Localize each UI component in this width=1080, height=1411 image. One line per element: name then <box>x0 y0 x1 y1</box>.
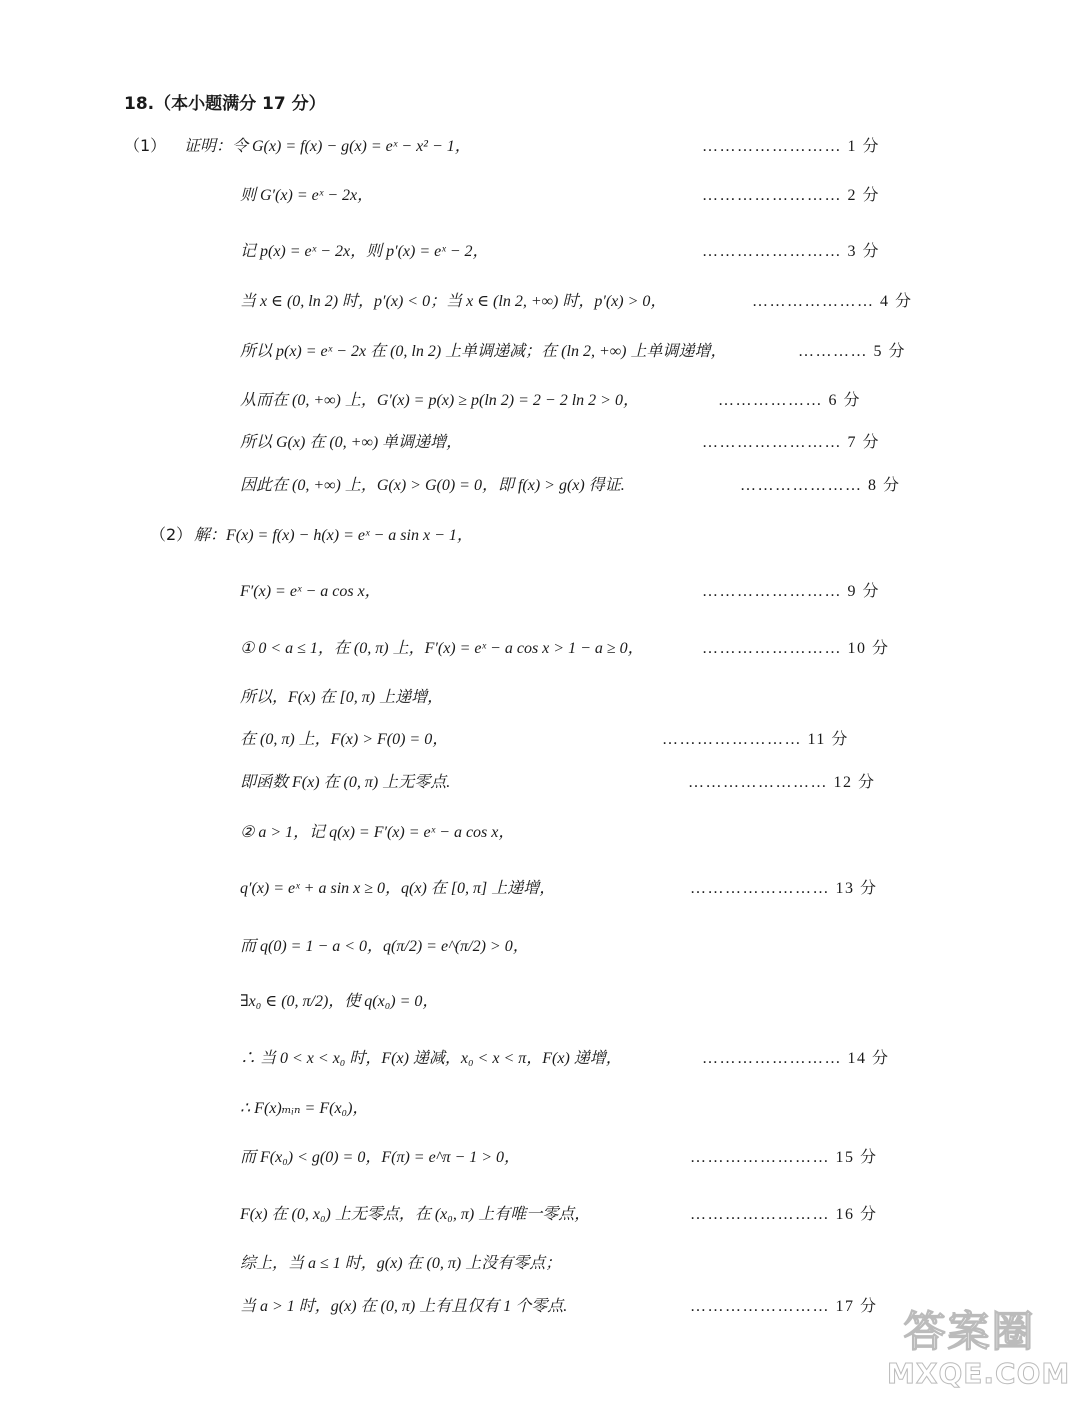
solution-line-12 <box>0 681 1080 711</box>
part-2-label: （2） <box>150 525 193 544</box>
solution-line-10 <box>0 575 1080 605</box>
watermark-logo <box>887 1307 1071 1403</box>
solution-line-21 <box>0 1141 1080 1171</box>
line-text: 证明：令 G(x) = f(x) − g(x) = eˣ − x² − 1， <box>184 138 471 155</box>
score-mark: …………………… 12 分 <box>688 774 876 791</box>
score-mark: …………………… 10 分 <box>702 640 890 657</box>
score-mark: …………………… 11 分 <box>662 731 849 748</box>
solution-line-7 <box>0 426 1080 456</box>
line-text: 所以 p(x) = eˣ − 2x 在 (0, ln 2) 上单调递减；在 (ln 2, +∞) 上单调递增， <box>240 343 727 360</box>
line-text: 所以 G(x) 在 (0, +∞) 单调递增， <box>240 434 463 451</box>
line-text: 在 (0, π) 上，F(x) > F(0) = 0， <box>240 731 449 748</box>
solution-line-16 <box>0 872 1080 902</box>
line-text: 从而在 (0, +∞) 上，G′(x) = p(x) ≥ p(ln 2) = 2 − 2 ln 2 > 0， <box>240 392 639 409</box>
solution-line-2 <box>0 179 1080 209</box>
solution-line-17 <box>0 930 1080 960</box>
solution-line-23 <box>0 1247 1080 1277</box>
solution-line-19 <box>0 1042 1080 1072</box>
solution-line-15 <box>0 816 1080 846</box>
line-text: ∴ F(x)ₘᵢₙ = F(x₀)， <box>240 1100 369 1117</box>
score-mark: ………… 5 分 <box>798 343 907 360</box>
line-text: 当 x ∈ (0, ln 2) 时，p′(x) < 0；当 x ∈ (ln 2, +∞) 时，p′(x) > 0， <box>240 293 667 310</box>
score-mark: …………………… 3 分 <box>702 243 881 260</box>
score-mark: …………………… 2 分 <box>702 187 881 204</box>
line-text: ① 0 < a ≤ 1，在 (0, π) 上，F′(x) = eˣ − a cos x > 1 − a ≥ 0， <box>240 640 644 657</box>
line-text: ∃x₀ ∈ (0, π/2)，使 q(x₀) = 0， <box>240 993 439 1010</box>
line-text: 则 G′(x) = eˣ − 2x， <box>240 187 374 204</box>
score-mark: …………………… 17 分 <box>690 1298 878 1315</box>
solution-line-1 <box>0 130 1080 160</box>
watermark-top-text: 答案圈 <box>903 1307 1036 1356</box>
solution-line-6 <box>0 384 1080 414</box>
line-text: 所以，F(x) 在 [0, π) 上递增， <box>240 689 444 706</box>
score-mark: …………………… 14 分 <box>702 1050 890 1067</box>
solution-line-20 <box>0 1092 1080 1122</box>
score-mark: …………………… 15 分 <box>690 1149 878 1166</box>
score-mark: ………………… 8 分 <box>740 477 901 494</box>
problem-title: 18.（本小题满分 17 分） <box>124 94 326 114</box>
solution-line-5 <box>0 335 1080 365</box>
line-text: 解：F(x) = f(x) − h(x) = eˣ − a sin x − 1， <box>194 527 473 544</box>
line-text: 而 F(x₀) < g(0) = 0，F(π) = e^π − 1 > 0， <box>240 1149 521 1166</box>
score-mark: …………………… 9 分 <box>702 583 881 600</box>
solution-line-3 <box>0 235 1080 265</box>
score-mark: …………………… 13 分 <box>690 880 878 897</box>
score-mark: ……………… 6 分 <box>718 392 862 409</box>
line-text: 因此在 (0, +∞) 上，G(x) > G(0) = 0，即 f(x) > g(x) 得证. <box>240 477 625 494</box>
score-mark: ………………… 4 分 <box>752 293 913 310</box>
solution-line-18 <box>0 985 1080 1015</box>
watermark-bottom-text: MXQE.COM <box>887 1357 1071 1390</box>
line-text: 即函数 F(x) 在 (0, π) 上无零点. <box>240 774 451 791</box>
line-text: 记 p(x) = eˣ − 2x，则 p′(x) = eˣ − 2， <box>240 243 489 260</box>
line-text: 综上，当 a ≤ 1 时，g(x) 在 (0, π) 上没有零点； <box>240 1255 562 1272</box>
solution-line-11 <box>0 632 1080 662</box>
solution-line-14 <box>0 766 1080 796</box>
line-text: 而 q(0) = 1 − a < 0，q(π/2) = e^(π/2) > 0， <box>240 938 529 955</box>
solution-line-13 <box>0 723 1080 753</box>
score-mark: …………………… 16 分 <box>690 1206 878 1223</box>
score-mark: …………………… 7 分 <box>702 434 881 451</box>
solution-line-22 <box>0 1198 1080 1228</box>
solution-line-8 <box>0 469 1080 499</box>
score-mark: …………………… 1 分 <box>702 138 881 155</box>
part-1-label: （1） <box>124 136 167 155</box>
solution-line-9 <box>0 519 1080 549</box>
line-text: q′(x) = eˣ + a sin x ≥ 0，q(x) 在 [0, π] 上递增， <box>240 880 556 897</box>
solution-line-4 <box>0 285 1080 315</box>
line-text: ∴ 当 0 < x < x₀ 时，F(x) 递减，x₀ < x < π，F(x) 递增， <box>240 1050 622 1067</box>
line-text: ② a > 1，记 q(x) = F′(x) = eˣ − a cos x， <box>240 824 515 841</box>
line-text: 当 a > 1 时，g(x) 在 (0, π) 上有且仅有 1 个零点. <box>240 1298 568 1315</box>
line-text: F′(x) = eˣ − a cos x， <box>240 583 381 600</box>
line-text: F(x) 在 (0, x₀) 上无零点，在 (x₀, π) 上有唯一零点， <box>240 1206 591 1223</box>
